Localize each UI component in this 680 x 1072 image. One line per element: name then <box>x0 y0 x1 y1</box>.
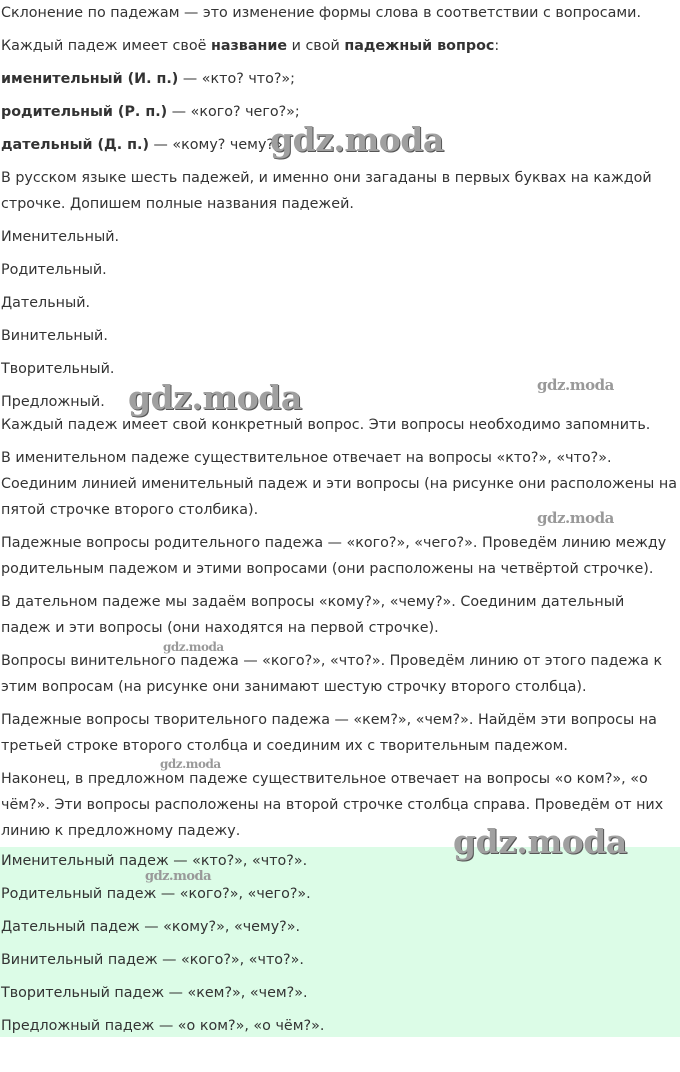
watermark-logo: gdz.moda <box>145 869 212 884</box>
case-name: Творительный. <box>1 361 115 377</box>
case-term: родительный (Р. п.) <box>1 104 168 120</box>
example-line <box>0 66 680 99</box>
answer-line: Предложный падеж — «о ком?», «о чём?». <box>1 1018 325 1034</box>
case-term: дательный (Д. п.) <box>1 137 150 153</box>
answer-box <box>0 847 680 1037</box>
answer-line: Винительный падеж — «кого?», «что?». <box>1 952 304 968</box>
intro-text: и свой <box>287 38 345 54</box>
watermark-logo: gdz.moda <box>160 757 221 771</box>
watermark-logo: gdz.moda <box>163 640 224 654</box>
paragraph: Наконец, в предложном падеже существительное отвечает на вопросы «о ком?», «о чём?». Эти вопросы расположены на второй строчке столбца справа. Проведём от них линию к предложному падежу. <box>1 771 664 839</box>
intro-text: Каждый падеж имеет своё <box>1 38 211 54</box>
intro-line-2 <box>0 33 680 66</box>
case-name: Именительный. <box>1 229 120 245</box>
intro-text: : <box>494 38 500 54</box>
intro-line: Склонение по падежам — это изменение формы слова в соответствии с вопросами. <box>1 5 642 21</box>
case-name: Предложный. <box>1 394 105 410</box>
case-name: Дательный. <box>1 295 91 311</box>
bold-term: падежный вопрос <box>344 38 495 54</box>
paragraph: В дательном падеже мы задаём вопросы «кому?», «чему?». Соединим дательный падеж и эти вопросы (они находятся на первой строчке). <box>1 594 625 636</box>
watermark-logo: gdz.moda <box>270 120 444 159</box>
answer-line: Именительный падеж — «кто?», «что?». <box>1 853 308 869</box>
case-question: — «кто? что?»; <box>178 71 295 87</box>
answer-line: Дательный падеж — «кому?», «чему?». <box>1 919 301 935</box>
case-question: — «кого? чего?»; <box>167 104 300 120</box>
paragraph: Вопросы винительного падежа — «кого?», «что?». Проведём линию от этого падежа к этим вопросам (на рисунке они занимают шестую строчку второго столбца). <box>1 653 663 695</box>
paragraph: Падежные вопросы творительного падежа — «кем?», «чем?». Найдём эти вопросы на третьей строке второго столбца и соединим их с творительным падежом. <box>1 712 657 754</box>
watermark-logo: gdz.moda <box>537 509 614 527</box>
paragraph: В именительном падеже существительное отвечает на вопросы «кто?», «что?». Соединим линией именительный падеж и эти вопросы (на рисунке они расположены на пятой строчке второго столбика). <box>1 450 677 518</box>
bold-term: название <box>210 38 288 54</box>
paragraph: Каждый падеж имеет свой конкретный вопрос. Эти вопросы необходимо запомнить. <box>1 417 651 433</box>
watermark-logo: gdz.moda <box>128 378 302 417</box>
answer-line: Родительный падеж — «кого?», «чего?». <box>1 886 311 902</box>
case-name: Винительный. <box>1 328 108 344</box>
answer-line: Творительный падеж — «кем?», «чем?». <box>1 985 308 1001</box>
paragraph: Падежные вопросы родительного падежа — «кого?», «чего?». Проведём линию между родительным падежом и этими вопросами (они расположены на четвёртой строчке). <box>1 535 667 577</box>
case-name: Родительный. <box>1 262 107 278</box>
case-term: именительный (И. п.) <box>1 71 179 87</box>
case-question: — «кому? чему?». <box>149 137 288 153</box>
paragraph: В русском языке шесть падежей, и именно они загаданы в первых буквах на каждой строчке. Допишем полные названия падежей. <box>1 170 652 212</box>
watermark-logo: gdz.moda <box>453 822 627 861</box>
watermark-logo: gdz.moda <box>537 376 614 394</box>
